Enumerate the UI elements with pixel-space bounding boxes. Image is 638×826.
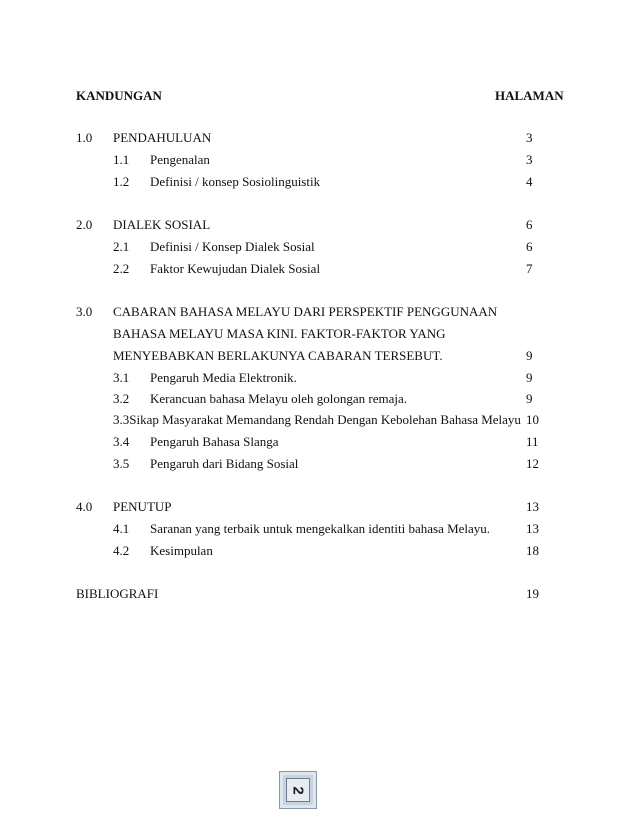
- page-number-badge: [279, 771, 317, 809]
- page-number: 2: [289, 785, 307, 795]
- subsection-number: 3.5: [113, 456, 130, 471]
- section-title-line: CABARAN BAHASA MELAYU DARI PERSPEKTIF PENGGUNAAN: [113, 304, 498, 319]
- subsection-number: 2.1: [113, 239, 130, 254]
- toc-heading: KANDUNGAN: [76, 88, 162, 103]
- subsection-number: 4.2: [113, 543, 130, 558]
- section-title: PENUTUP: [113, 499, 172, 514]
- subsection-page: 12: [526, 456, 539, 471]
- section-title-line: MENYEBABKAN BERLAKUNYA CABARAN TERSEBUT.: [113, 348, 443, 363]
- subsection-page: 10: [526, 412, 539, 427]
- subsection-page: 9: [526, 370, 533, 385]
- subsection-page: 6: [526, 239, 533, 254]
- section-title: PENDAHULUAN: [113, 130, 212, 145]
- subsection-number: 2.2: [113, 261, 130, 276]
- bibliography-page: 19: [526, 586, 539, 601]
- subsection-title: Definisi / Konsep Dialek Sosial: [150, 239, 315, 254]
- section-title-line: BAHASA MELAYU MASA KINI. FAKTOR-FAKTOR YANG: [113, 326, 446, 341]
- subsection-number: 3.1: [113, 370, 130, 385]
- section-number: 4.0: [76, 499, 93, 514]
- section-page: 3: [526, 130, 533, 145]
- subsection-number: 3.2: [113, 391, 130, 406]
- subsection-title: 3.3Sikap Masyarakat Memandang Rendah Dengan Kebolehan Bahasa Melayu: [113, 412, 521, 427]
- page-column-heading: HALAMAN: [495, 88, 564, 103]
- bibliography-title: BIBLIOGRAFI: [76, 586, 159, 601]
- subsection-title: Saranan yang terbaik untuk mengekalkan identiti bahasa Melayu.: [150, 521, 491, 536]
- subsection-title: Kesimpulan: [150, 543, 213, 558]
- subsection-title: Pengenalan: [150, 152, 210, 167]
- subsection-page: 18: [526, 543, 539, 558]
- section-page: 9: [526, 348, 533, 363]
- section-number: 2.0: [76, 217, 93, 232]
- subsection-page: 3: [526, 152, 533, 167]
- section-title: DIALEK SOSIAL: [113, 217, 211, 232]
- page-number-frame: [286, 778, 310, 802]
- section-page: 6: [526, 217, 533, 232]
- section-page: 13: [526, 499, 539, 514]
- subsection-title: Pengaruh dari Bidang Sosial: [150, 456, 299, 471]
- subsection-page: 4: [526, 174, 533, 189]
- subsection-title: Kerancuan bahasa Melayu oleh golongan remaja.: [150, 391, 408, 406]
- section-number: 1.0: [76, 130, 93, 145]
- subsection-title: Definisi / konsep Sosiolinguistik: [150, 174, 321, 189]
- subsection-page: 13: [526, 521, 539, 536]
- subsection-page: 7: [526, 261, 533, 276]
- subsection-title: Pengaruh Media Elektronik.: [150, 370, 297, 385]
- subsection-page: 11: [526, 434, 539, 449]
- subsection-title: Faktor Kewujudan Dialek Sosial: [150, 261, 321, 276]
- subsection-title: Pengaruh Bahasa Slanga: [150, 434, 279, 449]
- subsection-page: 9: [526, 391, 533, 406]
- subsection-number: 1.2: [113, 174, 130, 189]
- subsection-number: 3.4: [113, 434, 130, 449]
- subsection-number: 4.1: [113, 521, 130, 536]
- section-number: 3.0: [76, 304, 93, 319]
- subsection-number: 1.1: [113, 152, 130, 167]
